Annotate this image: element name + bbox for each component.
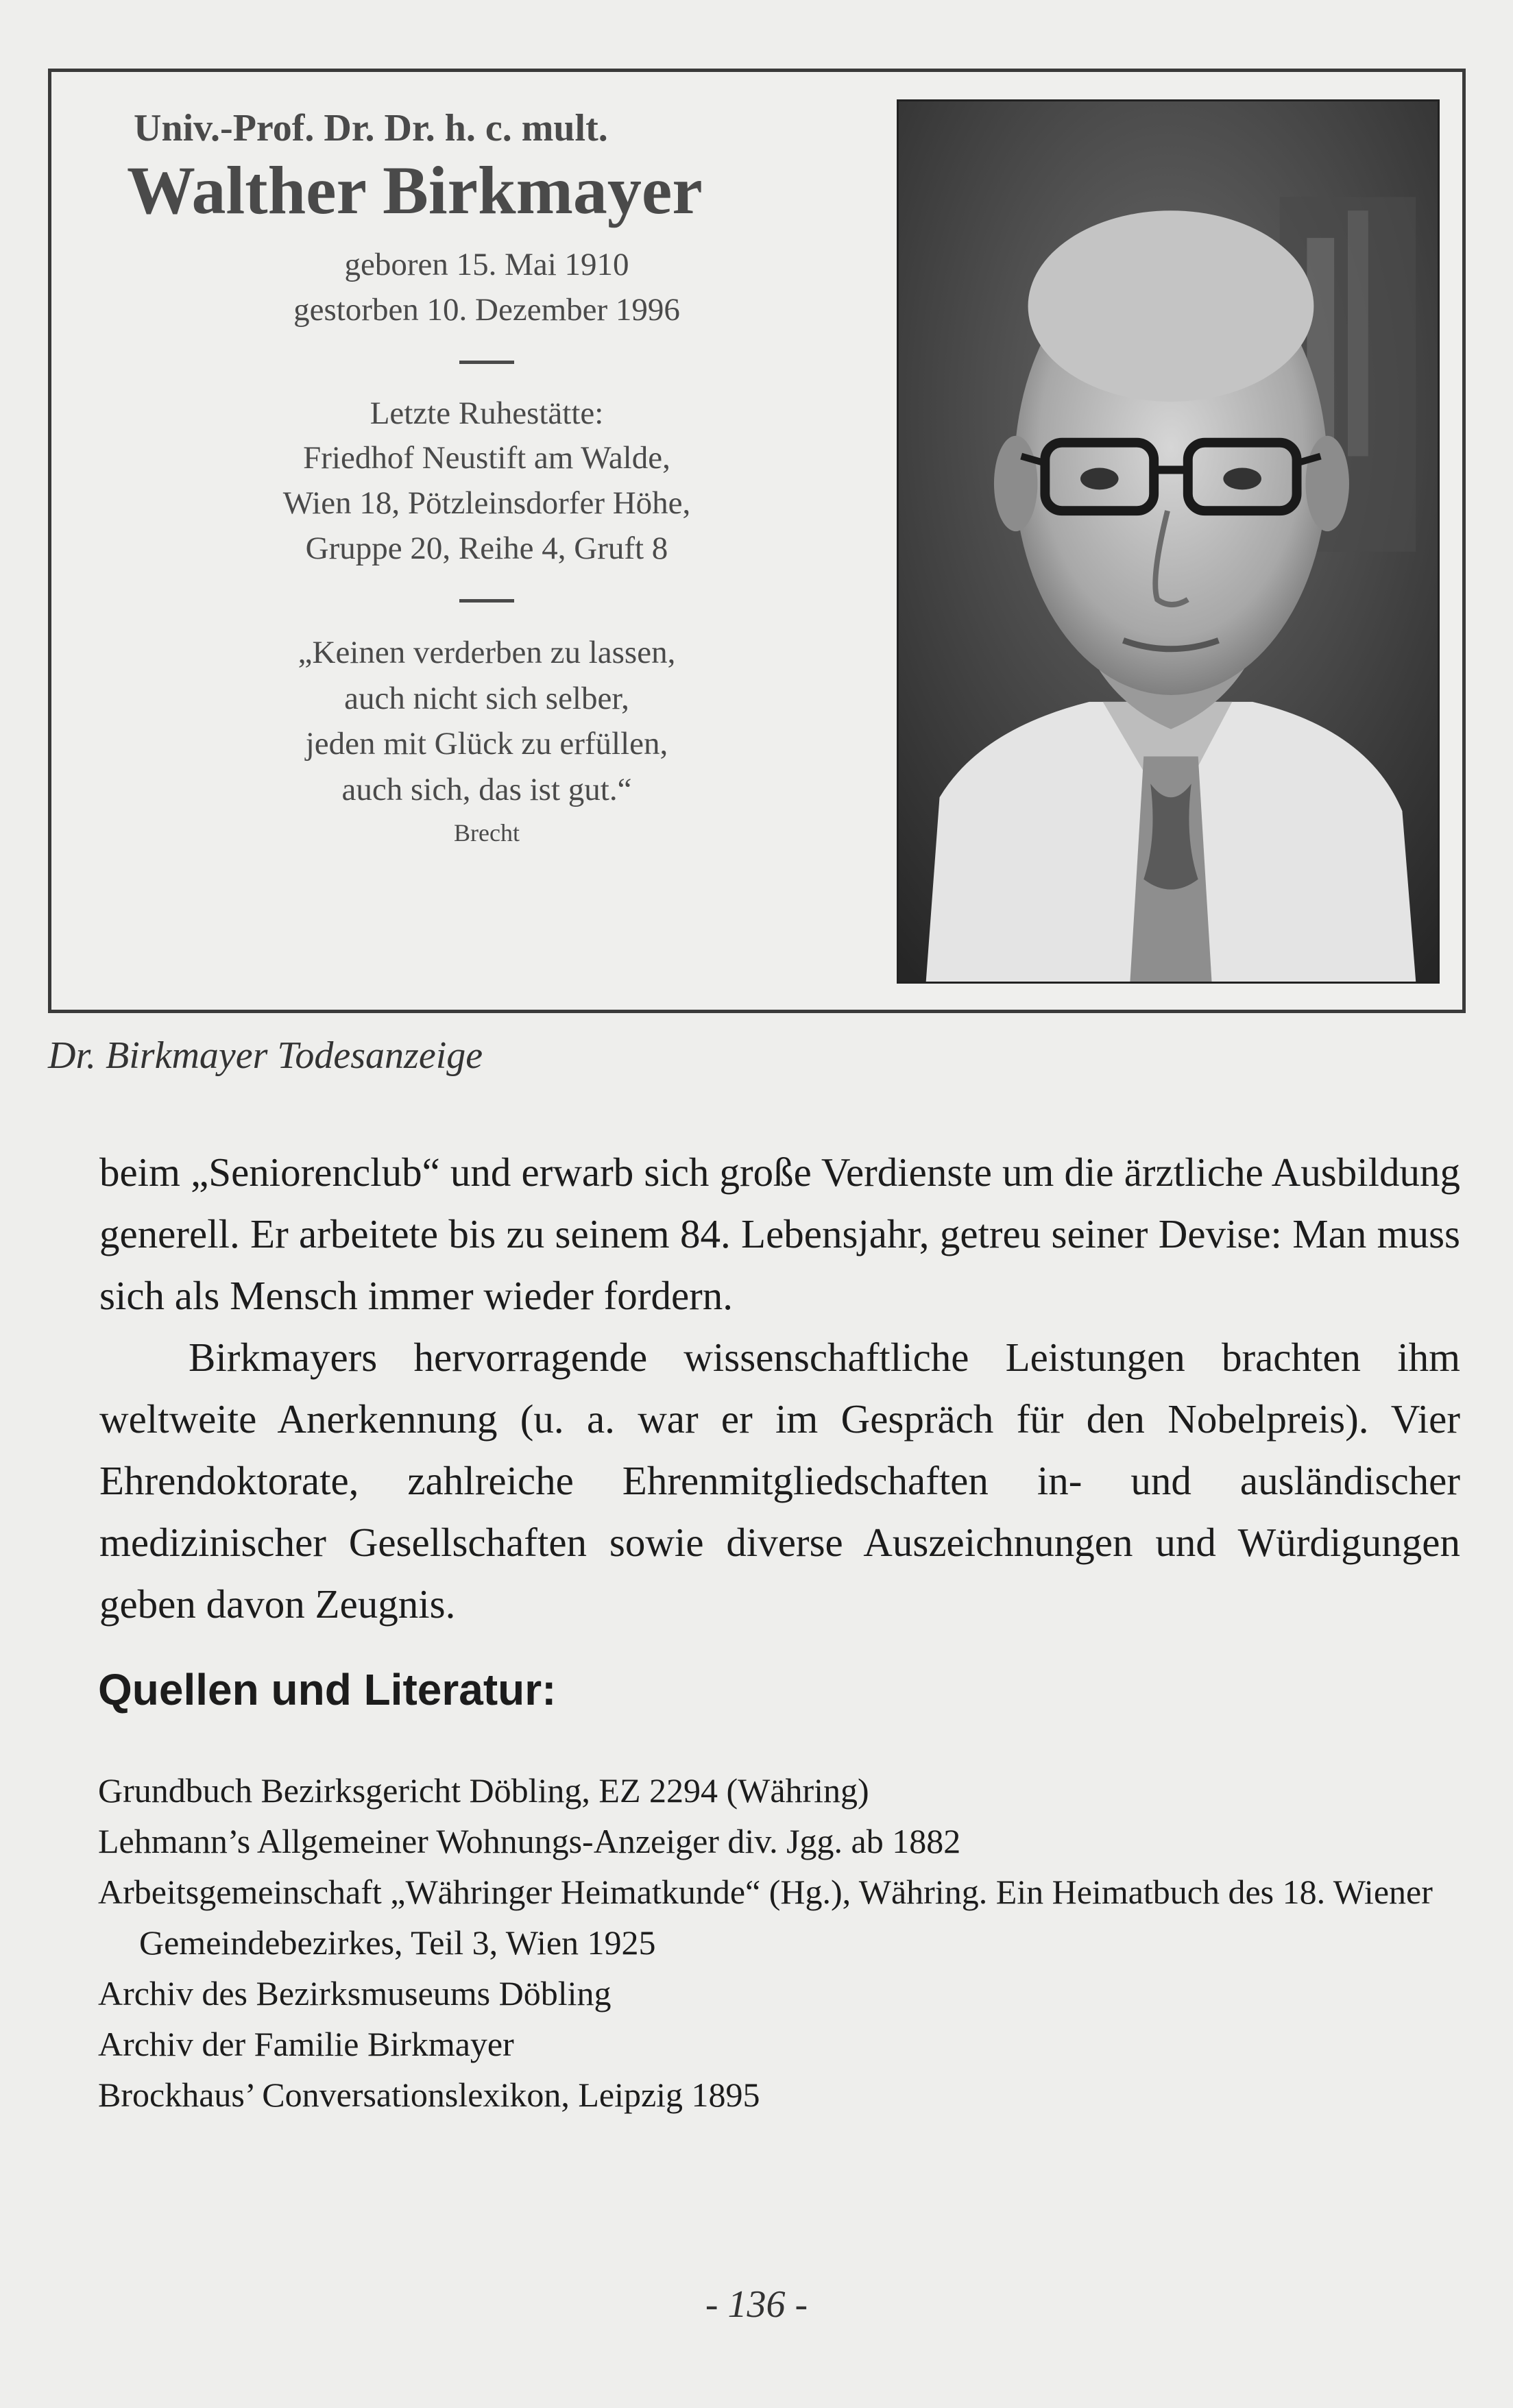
- source-item: Grundbuch Bezirksgericht Döbling, EZ 2294 (Währing): [98, 1771, 869, 1810]
- page-number: - 136 -: [705, 2283, 808, 2326]
- source-item: Lehmann’s Allgemeiner Wohnungs-Anzeiger div. Jgg. ab 1882: [98, 1822, 961, 1860]
- obituary-name: Walther Birkmayer: [127, 152, 703, 228]
- resting-place-line: Wien 18, Pötzleinsdorfer Höhe,: [282, 485, 691, 522]
- resting-place-line: Letzte Ruhestätte:: [370, 395, 604, 431]
- birth-date: geboren 15. Mai 1910: [344, 247, 629, 282]
- obituary-notice: [48, 69, 1466, 1013]
- sources-list: [98, 1765, 1469, 2120]
- quote: [93, 630, 881, 813]
- portrait-photo: [897, 99, 1440, 984]
- portrait-image: [899, 101, 1438, 982]
- resting-place-line: Gruppe 20, Reihe 4, Gruft 8: [305, 530, 668, 566]
- divider: [459, 599, 514, 603]
- paragraph: beim „Seniorenclub“ und erwarb sich große Verdienste um die ärztliche Ausbildung generell. Er arbeitete bis zu seinem 84. Lebensjahr, getreu seiner Devise: Man muss sich als Mensch immer wieder fordern.: [99, 1150, 1460, 1318]
- body-text: [99, 1141, 1460, 1635]
- obituary-academic-titles: Univ.-Prof. Dr. Dr. h. c. mult.: [134, 107, 608, 149]
- source-item: Arbeitsgemeinschaft „Währinger Heimatkunde“ (Hg.), Währing. Ein Heimatbuch des 18. Wiener Gemeindebezirkes, Teil 3, Wien 1925: [98, 1873, 1433, 1962]
- quote-author: Brecht: [454, 818, 520, 847]
- resting-place: [93, 391, 881, 572]
- divider: [459, 361, 514, 364]
- resting-place-line: Friedhof Neustift am Walde,: [303, 440, 670, 476]
- photo-caption: Dr. Birkmayer Todesanzeige: [48, 1034, 483, 1077]
- source-item: Brockhaus’ Conversationslexikon, Leipzig 1895: [98, 2076, 760, 2114]
- paragraph: Birkmayers hervorragende wissenschaftliche Leistungen brachten ihm weltweite Anerkennung (u. a. war er im Gespräch für den Nobelpreis). Vier Ehrendoktorate, zahlreiche Ehrenmitgliedschaften in- und ausländischer medizinischer Gesellschaften sowie diverse Auszeichnungen und Würdigungen geben davon Zeugnis.: [99, 1335, 1460, 1627]
- source-item: Archiv des Bezirksmuseums Döbling: [98, 1974, 612, 2012]
- obituary-dates: [93, 243, 881, 333]
- quote-line: jeden mit Glück zu erfüllen,: [305, 726, 668, 762]
- sources-heading: Quellen und Literatur:: [98, 1665, 557, 1714]
- death-date: gestorben 10. Dezember 1996: [293, 291, 680, 328]
- quote-line: auch sich, das ist gut.“: [341, 771, 632, 807]
- source-item: Archiv der Familie Birkmayer: [98, 2025, 514, 2063]
- quote-line: „Keinen verderben zu lassen,: [298, 634, 676, 670]
- quote-line: auch nicht sich selber,: [344, 680, 629, 716]
- obituary-text: [93, 93, 881, 847]
